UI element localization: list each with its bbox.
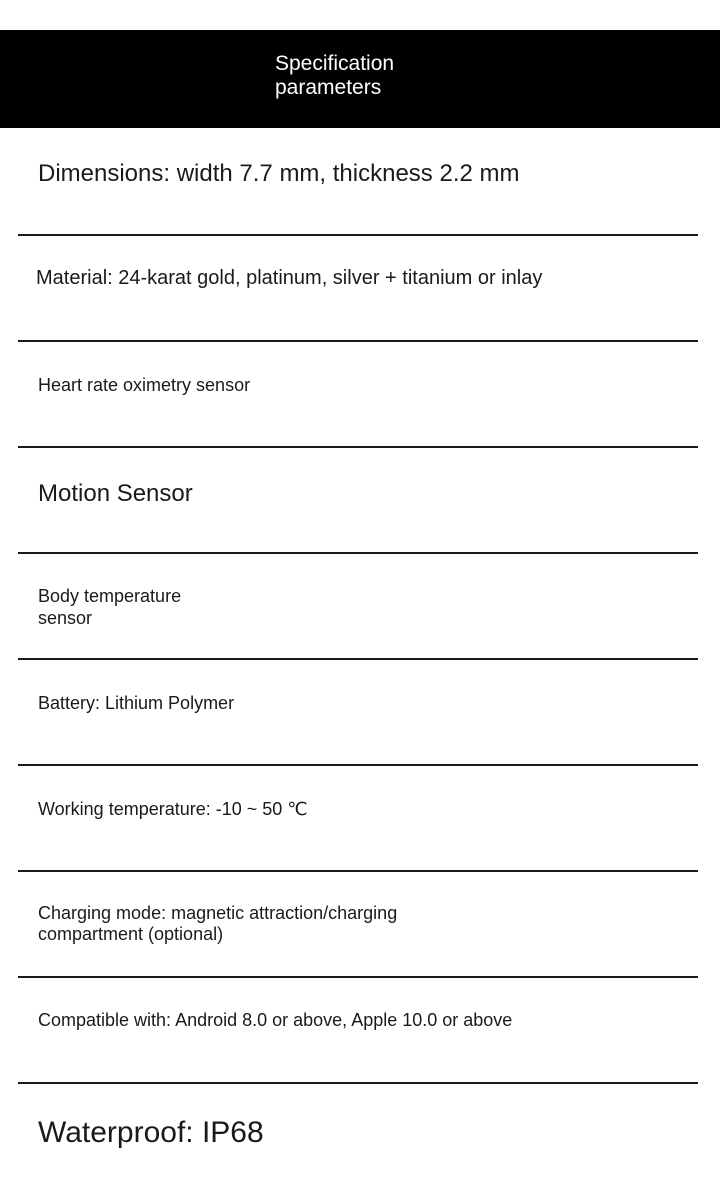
spec-waterproof: Waterproof: IP68 [38, 1116, 264, 1149]
spec-charging-mode: Charging mode: magnetic attraction/charging compartment (optional) [38, 903, 398, 944]
spec-heart-rate-sensor: Heart rate oximetry sensor [38, 375, 251, 395]
spec-material: Material: 24-karat gold, platinum, silver + titanium or inlay [36, 267, 543, 289]
divider [18, 234, 698, 236]
divider [18, 658, 698, 660]
divider [18, 552, 698, 554]
spec-dimensions: Dimensions: width 7.7 mm, thickness 2.2 mm [38, 160, 520, 187]
spec-battery: Battery: Lithium Polymer [38, 693, 235, 713]
divider [18, 764, 698, 766]
divider [18, 446, 698, 448]
spec-body-temperature-sensor: Body temperature sensor [38, 586, 182, 628]
header-title: Specification parameters [275, 52, 395, 99]
spec-motion-sensor: Motion Sensor [38, 480, 193, 507]
divider [18, 976, 698, 978]
spec-header [0, 30, 720, 128]
divider [18, 1082, 698, 1084]
divider [18, 870, 698, 872]
spec-compatibility: Compatible with: Android 8.0 or above, Apple 10.0 or above [38, 1010, 513, 1030]
spec-working-temperature: Working temperature: -10 ~ 50 ℃ [38, 799, 308, 819]
divider [18, 340, 698, 342]
